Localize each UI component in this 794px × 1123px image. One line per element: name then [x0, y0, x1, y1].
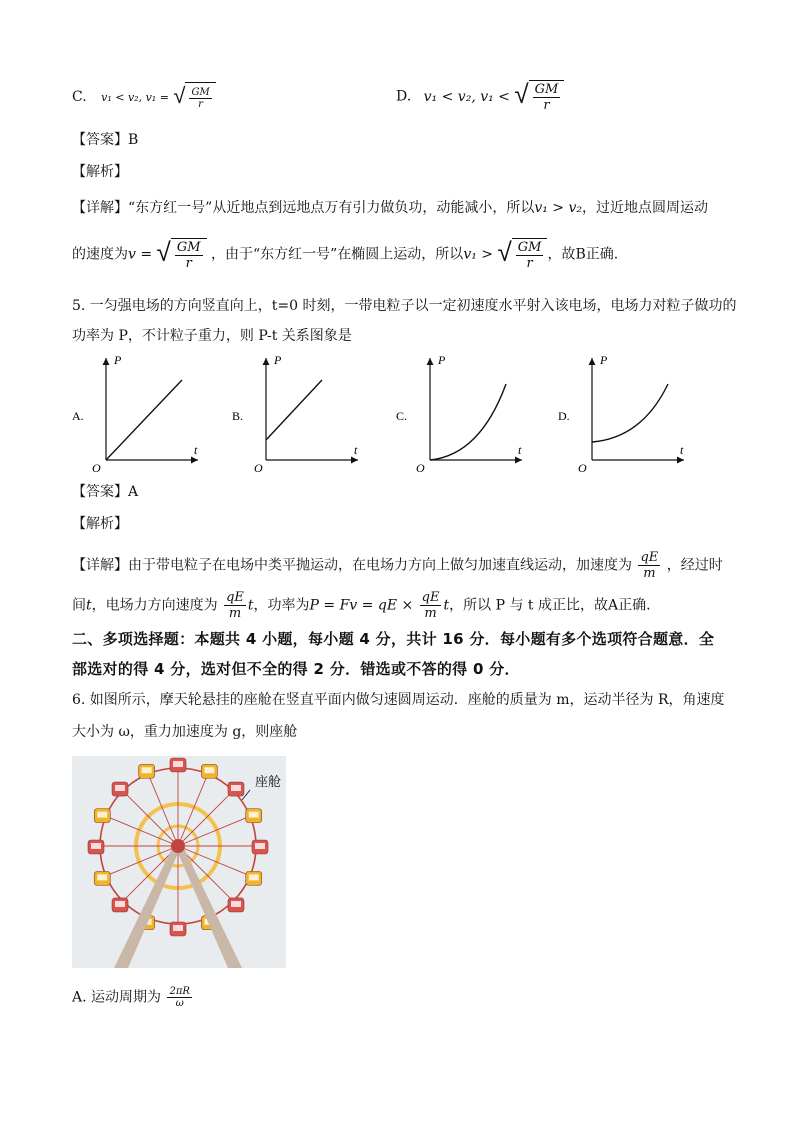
q5-vel-frac: [224, 590, 246, 621]
q5-acc-den: m: [643, 566, 656, 581]
q5-answer: 【答案】A: [72, 484, 139, 500]
graph-c-xlabel: t: [518, 443, 522, 457]
option-d-sqrt: √ $\frac{GM}{r}$: [514, 80, 564, 113]
option-c-sqrt-den: r: [198, 98, 203, 110]
q4-detail-line1: [72, 198, 708, 218]
q4-v1-gt-v2: v₁ > v₂: [534, 200, 582, 216]
graph-a-curve: [106, 380, 182, 460]
option-c-sqrt: √ $\frac{GM}{r}$: [173, 82, 215, 112]
graph-c-origin: O: [416, 461, 425, 475]
q5-vel-den: m: [228, 606, 242, 621]
q4-detail2-text-a: 的速度为: [72, 246, 128, 263]
graph-c: [396, 353, 522, 475]
graph-a-origin: O: [92, 461, 101, 475]
option-c-letter: C.: [72, 89, 87, 105]
q4-detail2-text-b: ，由于“东方红一号”在椭圆上运动，所以: [210, 246, 464, 263]
option-c-sqrt-num: GM: [191, 86, 210, 98]
q5-graphs: [70, 350, 710, 475]
q4-detail-line2: [72, 238, 618, 271]
q5-power-expr: P = Fv = qE ×: [309, 597, 414, 614]
q4-v-eq: v =: [128, 246, 153, 263]
graph-d-origin: O: [578, 461, 587, 475]
cabin-window: [249, 812, 259, 818]
option-d-expr: v₁ < v₂, v₁ <: [423, 88, 510, 105]
q5-detail-line1: [72, 550, 723, 581]
graph-b: [232, 353, 358, 475]
cabin-window: [173, 925, 183, 931]
graph-c-letter: C.: [396, 409, 408, 423]
cabin-window: [115, 901, 125, 907]
graph-b-ylabel: P: [274, 353, 282, 367]
q5-pw-num: qE: [421, 590, 440, 605]
cabin-window: [115, 785, 125, 791]
q6-stem-line2: 大小为 ω，重力加速度为 g，则座舱: [72, 724, 298, 740]
graph-c-ylabel: P: [438, 353, 446, 367]
q5-t-3: t: [443, 597, 450, 614]
q6-stem-line1: 6. 如图所示，摩天轮悬挂的座舱在竖直平面内做匀速圆周运动．座舱的质量为 m，运动半径为 R，角速度: [72, 692, 725, 708]
cabin-window: [91, 843, 101, 849]
q4-sqrt1-den: r: [185, 256, 192, 271]
q5-stem-line1: 5. 一匀强电场的方向竖直向上，t=0 时刻，一带电粒子以一定初速度水平射入该电场，电场力对粒子做功的: [72, 298, 737, 314]
option-d-letter: D.: [396, 88, 412, 105]
q5-detail2-d: ，所以 P 与 t 成正比，故A正确.: [449, 597, 651, 614]
q5-pw-frac: [420, 590, 442, 621]
q4-analysis-label: 【解析】: [72, 164, 128, 180]
graph-d-curve: [592, 384, 668, 442]
q6-period-frac: [167, 986, 191, 1009]
q6-period-den: ω: [175, 998, 184, 1009]
cabin-label: 座舱: [254, 775, 282, 790]
graph-d-letter: D.: [558, 409, 570, 423]
wheel-hub: [171, 839, 185, 853]
q4-detail-text-a: 【详解】“东方红一号”从近地点到远地点万有引力做负功，动能减小，所以: [72, 200, 535, 216]
q4-v1-gt: v₁ >: [463, 246, 494, 263]
q4-sqrt-1: √ $\frac{GM}{r}$: [157, 238, 207, 271]
q6-option-a-text: A. 运动周期为: [72, 989, 162, 1006]
q5-detail2-c: ，功率为: [253, 597, 310, 614]
q4-sqrt1-num: GM: [176, 240, 201, 255]
graph-a-xlabel: t: [194, 443, 198, 457]
q5-t: t: [86, 597, 92, 614]
graph-b-curve: [266, 380, 322, 440]
cabin-window: [249, 874, 259, 880]
section2-heading-line2: 部选对的得 4 分，选对但不全的得 2 分．错选或不答的得 0 分．: [72, 660, 520, 678]
q6-option-a: [72, 986, 194, 1009]
q5-analysis-label: 【解析】: [72, 516, 128, 532]
q5-detail1-a: 【详解】由于带电粒子在电场中类平抛运动，在电场力方向上做匀加速直线运动，加速度为: [72, 557, 632, 574]
q5-detail-line2: [72, 590, 651, 621]
graph-a-ylabel: P: [114, 353, 122, 367]
graph-b-xlabel: t: [354, 443, 358, 457]
cabin-window: [204, 767, 214, 773]
graph-d-xlabel: t: [680, 443, 684, 457]
option-d: [396, 80, 564, 113]
section2-heading-line1: 二、多项选择题：本题共 4 小题，每小题 4 分，共计 16 分．每小题有多个选项符合题意．全: [72, 630, 715, 648]
cabin-window: [231, 785, 241, 791]
q4-detail-text-b: ，过近地点圆周运动: [582, 200, 708, 216]
q4-sqrt2-den: r: [526, 256, 533, 271]
q4-sqrt2-num: GM: [517, 240, 542, 255]
option-d-sqrt-num: GM: [534, 82, 559, 97]
q5-stem-line2: 功率为 P，不计粒子重力，则 P-t 关系图象是: [72, 328, 352, 344]
q6-period-num: 2πR: [169, 986, 190, 997]
option-d-sqrt-den: r: [543, 98, 550, 113]
q5-pw-den: m: [424, 606, 437, 621]
q5-detail2-b: ，电场力方向速度为: [91, 597, 218, 614]
q4-answer: 【答案】B: [72, 132, 139, 148]
graph-b-origin: O: [254, 461, 263, 475]
q5-t-2: t: [247, 597, 254, 614]
q5-acc-frac: [638, 550, 660, 581]
option-c: [72, 82, 216, 112]
graph-a-letter: A.: [72, 409, 84, 423]
graph-c-curve: [430, 384, 506, 460]
q5-detail2-a: 间: [72, 597, 86, 614]
q4-detail2-text-c: ，故B正确.: [547, 246, 619, 263]
q5-acc-num: qE: [640, 550, 659, 565]
q4-sqrt-2: √ $\frac{GM}{r}$: [497, 238, 547, 271]
graph-b-letter: B.: [232, 409, 244, 423]
graph-d: [558, 353, 684, 475]
cabin-window: [142, 767, 152, 773]
cabin-window: [231, 901, 241, 907]
q5-detail1-b: ，经过时: [666, 557, 723, 574]
q5-vel-num: qE: [226, 590, 244, 605]
ferris-wheel-figure: [72, 756, 286, 968]
option-c-expr: v₁ < v₂, v₁ =: [101, 91, 169, 104]
graph-a: [72, 353, 198, 475]
cabin-window: [255, 843, 265, 849]
graph-d-ylabel: P: [600, 353, 608, 367]
cabin-window: [97, 874, 107, 880]
cabin-window: [97, 812, 107, 818]
cabin-window: [173, 761, 183, 767]
